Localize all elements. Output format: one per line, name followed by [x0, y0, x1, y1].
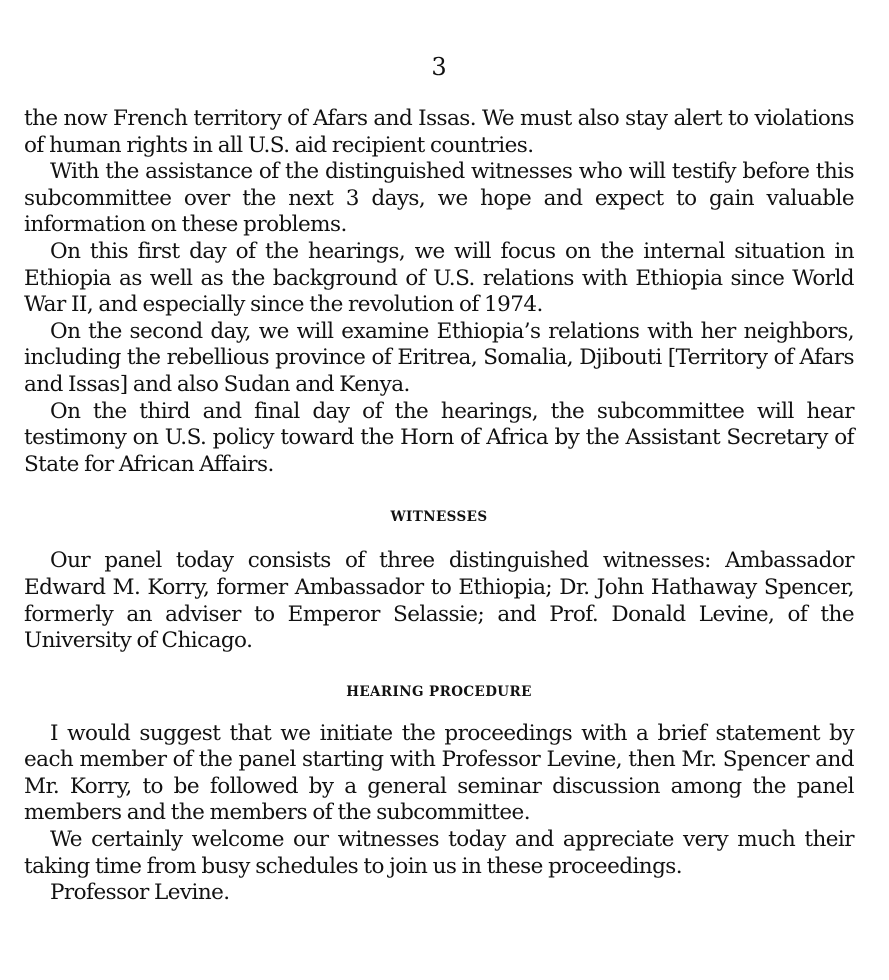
hearing-procedure-heading: HEARING PROCEDURE — [346, 683, 532, 700]
paragraph-first-day: On this first day of the hearings, we will focus on the internal situation in Ethiopia as well as the background of U.S. relations with Ethiopia since World War II, and especially since the revolution of 1974. — [24, 238, 854, 318]
paragraph-third-day: On the third and final day of the hearings, the subcommittee will hear testimony on U.S. policy toward the Horn of Africa by the Assistant Secretary of State for African Affairs. — [24, 398, 854, 477]
paragraph-welcome: We certainly welcome our witnesses today and appreciate very much their taking time from busy schedules to join us in these proceedings. — [24, 827, 854, 879]
document-page — [24, 52, 854, 907]
paragraph-witnesses-assistance: With the assistance of the distinguished witnesses who will testify before this subcommittee over the next 3 days, we hope and expect to gain valuable information on these problems. — [24, 159, 854, 238]
paragraph-professor-levine: Professor Levine. — [50, 880, 230, 906]
witnesses-heading: WITNESSES — [390, 509, 488, 526]
paragraph-procedure: I would suggest that we initiate the proceedings with a brief statement by each member of the panel starting with Professor Levine, then Mr. Spencer and Mr. Korry, to be followed by a general seminar discussion among the panel members and the members of the subcommittee. — [24, 720, 854, 826]
paragraph-continuation: the now French territory of Afars and Issas. We must also stay alert to violations of human rights in all U.S. aid recipient countries. — [24, 106, 854, 158]
page-number: 3 — [431, 53, 447, 81]
paragraph-second-day: On the second day, we will examine Ethiopia’s relations with her neighbors, including the rebellious province of Eritrea, Somalia, Djibouti [Territory of Afars and Issas] and also Sudan and Kenya. — [24, 318, 854, 397]
paragraph-panel: Our panel today consists of three distinguished witnesses: Ambassador Edward M. Korry, former Ambassador to Ethiopia; Dr. John Hathaway Spencer, formerly an adviser to Emperor Selassie; and Prof. Donald Levine, of the University of Chicago. — [24, 548, 854, 654]
